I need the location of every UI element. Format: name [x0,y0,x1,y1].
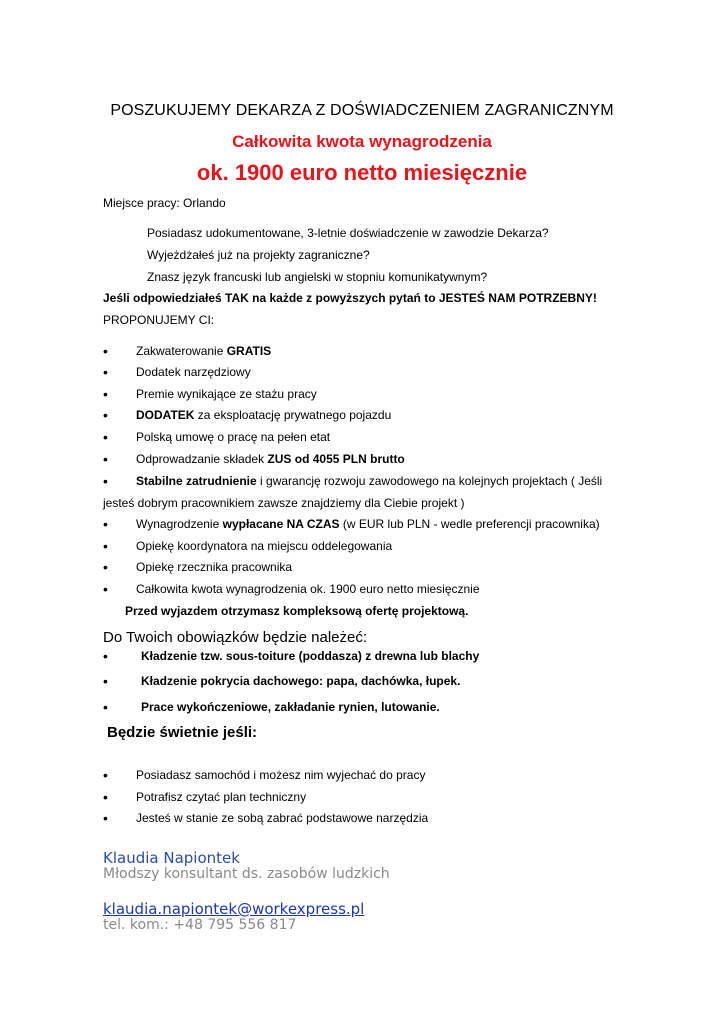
list-item [136,365,251,379]
nice-to-have-heading: Będzie świetnie jeśli: [107,724,258,741]
bullet-icon: • [103,581,108,597]
offer-bold-text: Stabilne zatrudnienie [136,474,257,488]
bullet-icon: • [103,699,108,715]
list-item [136,517,600,531]
offer-text: Całkowita kwota wynagrodzenia ok. 1900 euro netto miesięcznie [136,582,480,596]
list-item [136,582,480,596]
list-item: Kładzenie tzw. sous-toiture (poddasza) z drewna lub blachy [141,649,480,663]
bullet-icon: • [103,429,108,445]
bullet-icon: • [103,386,108,402]
offer-text: Opiekę koordynatora na miejscu oddelegowania [136,539,393,553]
if-yes-statement: Jeśli odpowiedziałeś TAK na każde z powyższych pytań to JESTEŚ NAM POTRZEBNY! [103,291,597,305]
question-2: Wyjeżdżałeś już na projekty zagraniczne? [147,248,370,262]
list-item [136,560,292,574]
offer-text: Zakwaterowanie [136,344,227,358]
list-item [136,474,602,488]
bullet-icon: • [103,538,108,554]
offer-continuation: jesteś dobrym pracownikiem zawsze znajdziemy dla Ciebie projekt ) [103,496,465,510]
signature-role: Młodszy konsultant ds. zasobów ludzkich [103,866,390,882]
offer-text: Dodatek narzędziowy [136,365,251,379]
list-item [136,430,330,444]
offer-text: Premie wynikające ze stażu pracy [136,387,317,401]
we-offer-label: PROPONUJEMY CI: [103,313,215,327]
bullet-icon: • [103,767,108,783]
duties-heading: Do Twoich obowiązków będzie należeć: [103,629,368,646]
offer-bold-text: wypłacane NA CZAS [222,517,340,531]
offer-text: (w EUR lub PLN - wedle preferencji pracownika) [339,517,600,531]
offer-bold-text: ZUS od 4055 PLN brutto [267,452,405,466]
list-item [136,408,391,422]
list-item [136,452,405,466]
list-item: Jesteś w stanie ze sobą zabrać podstawowe narzędzia [136,811,429,825]
question-1: Posiadasz udokumentowane, 3-letnie doświadczenie w zawodzie Dekarza? [147,226,549,240]
offer-text: Odprowadzanie składek [136,452,268,466]
list-item [136,344,271,358]
bullet-icon: • [103,473,108,489]
bullet-icon: • [103,673,108,689]
offer-text: za eksploatację prywatnego pojazdu [194,408,392,422]
list-item: Prace wykończeniowe, zakładanie rynien, lutowanie. [141,700,440,714]
bullet-icon: • [103,810,108,826]
signature-name: Klaudia Napiontek [103,849,240,867]
salary-amount: ok. 1900 euro netto miesięcznie [196,160,528,185]
bullet-icon: • [103,789,108,805]
offer-bold-text: GRATIS [226,344,272,358]
bullet-icon: • [103,516,108,532]
list-item [136,539,392,553]
list-item [136,387,317,401]
page-title: POSZUKUJEMY DEKARZA Z DOŚWIADCZENIEM ZAGRANICZNYM [110,102,614,119]
list-item: Potrafisz czytać plan techniczny [136,790,307,804]
offer-text: Wynagrodzenie [136,517,223,531]
bullet-icon: • [103,407,108,423]
bullet-icon: • [103,648,108,664]
list-item: Kładzenie pokrycia dachowego: papa, dachówka, łupek. [141,674,461,688]
salary-heading: Całkowita kwota wynagrodzenia [232,132,492,151]
offer-closing: Przed wyjazdem otrzymasz kompleksową ofertę projektową. [125,604,469,618]
signature-phone: tel. kom.: +48 795 556 817 [103,917,297,933]
offer-text: Polską umowę o pracę na pełen etat [136,430,331,444]
signature-email-link[interactable]: klaudia.napiontek@workexpress.pl [103,900,365,918]
bullet-icon: • [103,343,108,359]
list-item: Posiadasz samochód i możesz nim wyjechać do pracy [136,768,426,782]
offer-text: Opiekę rzecznika pracownika [136,560,293,574]
offer-text: i gwarancję rozwoju zawodowego na kolejnych projektach ( Jeśli [256,474,603,488]
offer-bold-text: DODATEK [136,408,195,422]
bullet-icon: • [103,364,108,380]
bullet-icon: • [103,559,108,575]
question-3: Znasz język francuski lub angielski w stopniu komunikatywnym? [147,270,488,284]
work-location: Miejsce pracy: Orlando [103,196,226,210]
bullet-icon: • [103,451,108,467]
